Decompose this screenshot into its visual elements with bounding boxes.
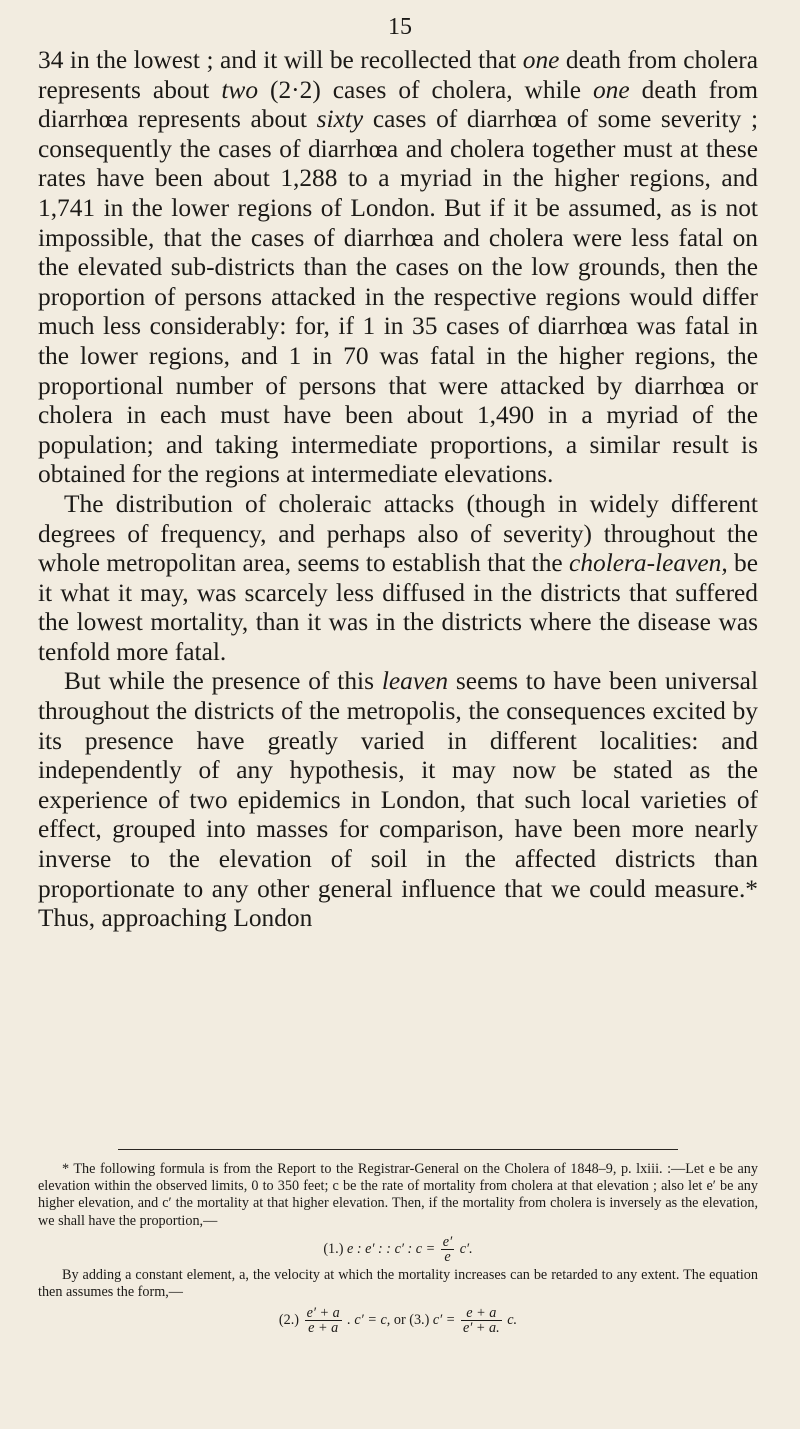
fraction-denominator: e (444, 1248, 451, 1265)
text-run: seems to have been universal throughout the districts of the metropolis, the consequences excited by its presence have greatly varied in different localities: and independently of any hypothesis, it may now be stated as the experience of two epidemics in London, that such local varieties of effect, grouped into masses for comparison, have been more nearly inverse to the elevation of soil in the affected districts than proportionate to any other general influence that we could measure.* Thus, approaching London (38, 667, 759, 933)
text-run: The distribution of choleraic attacks (though in widely different degrees of frequency, and perhaps also of severity) throughout the whole metropolitan area, seems to establish that the (38, 489, 758, 578)
text-run: death from cholera represents about (38, 46, 758, 104)
paragraph-1 (38, 46, 758, 490)
fraction-denominator: e′ + a. (462, 1320, 500, 1337)
equation-label: (1.) (323, 1240, 344, 1257)
body-text (38, 46, 758, 934)
fraction (305, 1306, 342, 1335)
equation-tail: c. (507, 1311, 518, 1328)
emphasis: leaven (381, 667, 449, 696)
equation-tail: . c′ = c, (347, 1311, 391, 1328)
emphasis: one (522, 46, 560, 74)
equation-2-3 (38, 1306, 758, 1335)
fraction-numerator: e′ + a (306, 1305, 340, 1322)
text-run: But while the presence of this (64, 667, 382, 696)
equation-body: c′ = (432, 1311, 456, 1328)
emphasis: one (592, 75, 630, 104)
text-run: death from diarrhœa represents about (38, 75, 758, 134)
text-run: (2·2) cases of cholera, while (258, 75, 593, 104)
equation-body: e : e′ : : c′ : c = (346, 1240, 439, 1257)
footnote-paragraph-1: * The following formula is from the Report to the Registrar-General on the Cholera of 1848–9, p. lxiii. :—Let e be any elevation within the observed limits, 0 to 350 feet; c be the rate of mortality from cholera at that elevation ; also let e′ be any higher elevation, and c′ the mortality at that higher elevation. Then, if the mortality from cholera is inversely as the elevation, we shall have the proportion,— (38, 1161, 758, 1229)
fraction-denominator: e + a (308, 1320, 339, 1337)
equation-1 (38, 1235, 758, 1264)
footnote (38, 1161, 758, 1338)
equation-label: (2.) (278, 1311, 300, 1328)
emphasis: sixty (316, 105, 364, 134)
emphasis: two (221, 75, 259, 104)
paragraph-3 (38, 667, 758, 933)
equation-tail: c′. (459, 1240, 473, 1257)
footnote-paragraph-2: By adding a constant element, a, the velocity at which the mortality increases can be retarded to any extent. The equation then assumes the form,— (38, 1266, 758, 1301)
paragraph-2 (38, 490, 758, 668)
page-number: 15 (388, 14, 412, 40)
emphasis: cholera-leaven, (569, 549, 728, 578)
text-run: 34 in the lowest ; and it will be recollected that (38, 46, 523, 74)
text-run: cases of diarrhœa of some severity ; consequently the cases of diarrhœa and cholera together must at these rates have been about 1,288 to a myriad in the higher regions, and 1,741 in the lower regions of London. But if it be assumed, as is not impossible, that the cases of diarrhœa and cholera were less fatal on the elevated sub-districts than the cases on the low grounds, then the proportion of persons attacked in the respective regions would differ much less considerably: for, if 1 in 35 cases of diarrhœa was fatal in the lower regions, and 1 in 70 was fatal in the higher regions, the proportional number of persons that were attacked by diarrhœa or cholera in each must have been about 1,490 in a myriad of the population; and taking intermediate proportions, a similar result is obtained for the regions at intermediate elevations. (38, 105, 758, 489)
footnote-divider (118, 1149, 678, 1150)
fraction (441, 1235, 454, 1264)
fraction (461, 1306, 502, 1335)
equation-label: (3.) (409, 1311, 430, 1328)
text-run: be it what it may, was scarcely less diffused in the districts that suffered the lowest mortality, than it was in the districts where the disease was tenfold more fatal. (38, 549, 758, 666)
fraction-numerator: e′ (442, 1233, 453, 1250)
fraction-numerator: e + a (461, 1306, 502, 1321)
equation-connector: or (393, 1311, 406, 1328)
